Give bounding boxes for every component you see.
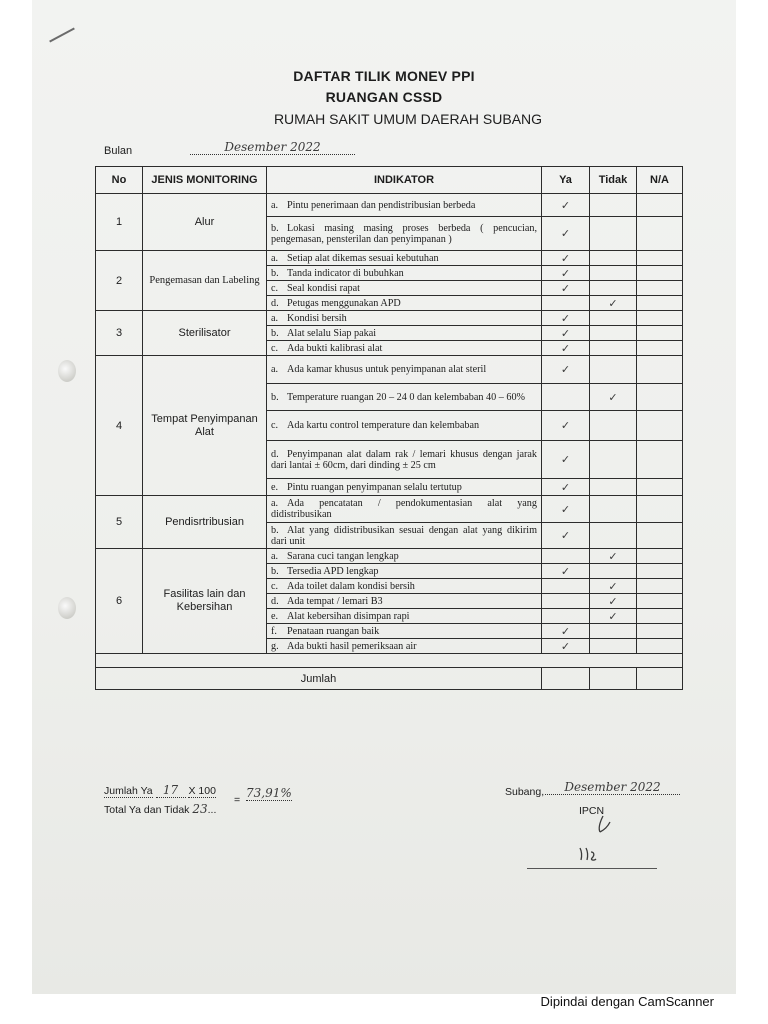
check-cell-na	[637, 384, 683, 411]
indikator-cell	[267, 384, 542, 411]
indikator-text: Ada kartu control temperature dan kelembaban	[287, 420, 480, 431]
punch-hole-top	[58, 360, 76, 382]
check-cell-na	[637, 496, 683, 523]
check-mark-icon: ✓	[560, 624, 571, 638]
check-cell-ya	[542, 549, 590, 564]
check-cell-tidak	[590, 564, 637, 579]
check-cell-na	[637, 411, 683, 441]
check-cell-na	[637, 311, 683, 326]
indikator-text: Petugas menggunakan APD	[287, 297, 401, 309]
header-no: No	[96, 167, 143, 194]
indikator-cell	[267, 523, 542, 549]
indikator-text: Ada tempat / lemari B3	[287, 595, 383, 607]
check-cell-tidak	[590, 326, 637, 341]
indikator-text: Ada pencatatan / pendokumentasian alat yang didistribusikan	[271, 498, 537, 520]
check-cell-ya	[542, 217, 590, 251]
indikator-cell	[267, 281, 542, 296]
check-cell-na	[637, 639, 683, 654]
check-mark-icon: ✓	[608, 609, 618, 623]
check-cell-na	[637, 441, 683, 479]
indikator-cell	[267, 217, 542, 251]
indikator-text: Lokasi masing masing proses berbeda ( pencucian, pengemasan, pensterilan dan penyimpanan )	[271, 222, 537, 245]
indikator-cell	[267, 296, 542, 311]
check-mark-icon: ✓	[560, 564, 571, 578]
section-number: 4	[96, 356, 143, 496]
check-cell-na	[637, 609, 683, 624]
check-cell-tidak	[590, 251, 637, 266]
check-cell-ya	[542, 356, 590, 384]
check-cell-tidak	[590, 341, 637, 356]
jumlah-ya	[542, 668, 590, 690]
check-cell-ya	[542, 624, 590, 639]
indikator-text: Alat selalu Siap pakai	[287, 327, 377, 339]
section-jenis: Pendisrtribusian	[143, 496, 267, 549]
check-cell-tidak	[590, 579, 637, 594]
indikator-cell	[267, 639, 542, 654]
section-jenis: Tempat Penyimpanan Alat	[143, 356, 267, 496]
check-cell-ya	[542, 441, 590, 479]
indikator-text: Penataan ruangan baik	[287, 625, 380, 637]
camscanner-watermark: Dipindai dengan CamScanner	[540, 994, 714, 1009]
table-row	[96, 496, 683, 523]
multiplier: X 100	[188, 785, 216, 797]
indikator-cell	[267, 579, 542, 594]
jumlah-ya-label: Jumlah Ya	[104, 785, 153, 797]
check-cell-ya	[542, 326, 590, 341]
indikator-text: Sarana cuci tangan lengkap	[287, 550, 399, 562]
indikator-letter: e.	[271, 481, 279, 493]
table-row	[96, 549, 683, 564]
indikator-letter: c.	[271, 342, 279, 354]
jumlah-ya-value: 17	[156, 783, 186, 798]
check-mark-icon: ✓	[560, 281, 571, 295]
result-value: 73,91%	[246, 786, 292, 800]
indikator-text: Seal kondisi rapat	[287, 282, 360, 294]
indikator-text: Alat kebersihan disimpan rapi	[287, 610, 410, 622]
section-number: 6	[96, 549, 143, 654]
signature-place: Subang,	[505, 786, 545, 798]
total-label: Total Ya dan Tidak	[104, 804, 190, 816]
indikator-text: Alat yang didistribusikan sesuai dengan alat yang dikirim dari unit	[271, 524, 537, 547]
jumlah-tidak	[590, 668, 637, 690]
indikator-cell	[267, 496, 542, 523]
check-cell-ya	[542, 194, 590, 217]
check-mark-icon: ✓	[560, 311, 571, 325]
check-mark-icon: ✓	[608, 296, 618, 310]
check-cell-ya	[542, 266, 590, 281]
check-cell-tidak	[590, 609, 637, 624]
indikator-letter: f.	[271, 625, 277, 637]
indikator-cell	[267, 341, 542, 356]
check-cell-na	[637, 564, 683, 579]
jumlah-na	[637, 668, 683, 690]
indikator-letter: b.	[271, 222, 279, 234]
check-mark-icon: ✓	[560, 326, 571, 340]
jumlah-label: Jumlah	[96, 668, 542, 690]
header-tidak: Tidak	[590, 167, 637, 194]
check-cell-na	[637, 296, 683, 311]
indikator-letter: c.	[271, 420, 279, 431]
check-cell-ya	[542, 639, 590, 654]
title-line-2: RUANGAN CSSD	[325, 89, 443, 105]
section-jenis: Alur	[143, 194, 267, 251]
indikator-text: Ada toilet dalam kondisi bersih	[287, 580, 415, 592]
indikator-letter: a.	[271, 550, 279, 562]
header-jenis: JENIS MONITORING	[143, 167, 267, 194]
check-cell-na	[637, 266, 683, 281]
header-ya: Ya	[542, 167, 590, 194]
check-mark-icon: ✓	[560, 227, 571, 240]
check-cell-tidak	[590, 217, 637, 251]
check-cell-tidak	[590, 594, 637, 609]
check-mark-icon: ✓	[608, 579, 618, 593]
check-cell-na	[637, 579, 683, 594]
check-cell-tidak	[590, 384, 637, 411]
check-cell-ya	[542, 496, 590, 523]
indikator-letter: e.	[271, 610, 279, 622]
check-mark-icon: ✓	[560, 341, 571, 355]
check-cell-ya	[542, 384, 590, 411]
indikator-letter: d.	[271, 297, 279, 309]
formula-numerator	[104, 783, 216, 798]
check-cell-na	[637, 341, 683, 356]
indikator-letter: a.	[271, 252, 279, 264]
check-cell-ya	[542, 281, 590, 296]
indikator-letter: b.	[271, 565, 279, 577]
indikator-cell	[267, 311, 542, 326]
bulan-label: Bulan	[104, 145, 133, 157]
header-na: N/A	[637, 167, 683, 194]
check-cell-ya	[542, 594, 590, 609]
indikator-text: Tanda indicator di bubuhkan	[287, 267, 404, 279]
table-row	[96, 311, 683, 326]
equals-sign: =	[234, 794, 241, 806]
check-cell-na	[637, 523, 683, 549]
indikator-cell	[267, 479, 542, 496]
check-cell-tidak	[590, 479, 637, 496]
check-cell-na	[637, 594, 683, 609]
check-cell-tidak	[590, 549, 637, 564]
indikator-letter: b.	[271, 267, 279, 279]
indikator-cell	[267, 266, 542, 281]
check-cell-ya	[542, 523, 590, 549]
check-cell-na	[637, 194, 683, 217]
check-mark-icon: ✓	[560, 529, 571, 542]
section-jenis: Fasilitas lain dan Kebersihan	[143, 549, 267, 654]
check-cell-tidak	[590, 639, 637, 654]
check-mark-icon: ✓	[560, 502, 571, 516]
punch-hole-bottom	[58, 597, 76, 619]
indikator-letter: d.	[271, 595, 279, 607]
indikator-cell	[267, 441, 542, 479]
check-cell-tidak	[590, 266, 637, 281]
check-cell-ya	[542, 251, 590, 266]
section-jenis: Sterilisator	[143, 311, 267, 356]
title-line-3: RUMAH SAKIT UMUM DAERAH SUBANG	[273, 111, 543, 127]
indikator-cell	[267, 624, 542, 639]
check-mark-icon: ✓	[560, 453, 571, 466]
indikator-cell	[267, 594, 542, 609]
table-row	[96, 194, 683, 217]
indikator-text: Tersedia APD lengkap	[287, 565, 379, 577]
check-cell-ya	[542, 564, 590, 579]
check-mark-icon: ✓	[560, 480, 571, 494]
check-cell-na	[637, 624, 683, 639]
check-cell-na	[637, 479, 683, 496]
check-cell-ya	[542, 609, 590, 624]
indikator-text: Penyimpanan alat dalam rak / lemari khusus dengan jarak dari lantai ± 60cm, dari dinding ± 25 cm	[271, 448, 537, 471]
section-number: 3	[96, 311, 143, 356]
indikator-text: Ada bukti kalibrasi alat	[287, 342, 383, 354]
indikator-text: Pintu penerimaan dan pendistribusian berbeda	[287, 199, 476, 211]
indikator-text: Kondisi bersih	[287, 312, 347, 324]
indikator-text: Pintu ruangan penyimpanan selalu tertutup	[287, 481, 462, 493]
check-mark-icon: ✓	[608, 594, 618, 608]
check-cell-na	[637, 356, 683, 384]
check-mark-icon: ✓	[560, 266, 571, 280]
bulan-value: Desember 2022	[190, 140, 355, 155]
signature-line	[527, 868, 657, 869]
check-mark-icon: ✓	[560, 251, 571, 265]
signature-date: Desember 2022	[545, 780, 680, 795]
checklist-table	[95, 166, 683, 690]
indikator-cell	[267, 549, 542, 564]
check-cell-na	[637, 251, 683, 266]
indikator-letter: a.	[271, 199, 279, 211]
indikator-letter: c.	[271, 580, 279, 592]
indikator-cell	[267, 326, 542, 341]
section-number: 5	[96, 496, 143, 549]
check-cell-ya	[542, 296, 590, 311]
check-mark-icon: ✓	[560, 419, 571, 432]
indikator-cell	[267, 251, 542, 266]
indikator-text: Ada kamar khusus untuk penyimpanan alat steril	[287, 364, 487, 375]
indikator-letter: c.	[271, 282, 279, 294]
table-row	[96, 251, 683, 266]
indikator-letter: b.	[271, 524, 279, 536]
check-cell-tidak	[590, 356, 637, 384]
indikator-letter: a.	[271, 364, 279, 375]
check-mark-icon: ✓	[608, 390, 618, 404]
check-cell-tidak	[590, 311, 637, 326]
indikator-letter: b.	[271, 391, 279, 403]
check-cell-tidak	[590, 296, 637, 311]
title-line-1: DAFTAR TILIK MONEV PPI	[293, 68, 475, 84]
indikator-text: Ada bukti hasil pemeriksaan air	[287, 640, 417, 652]
total-value: 23	[192, 802, 208, 816]
indikator-cell	[267, 411, 542, 441]
header-indikator: INDIKATOR	[267, 167, 542, 194]
indikator-text: Setiap alat dikemas sesuai kebutuhan	[287, 252, 439, 264]
handwritten-signature	[560, 808, 640, 868]
check-cell-ya	[542, 579, 590, 594]
formula-denominator: Total Ya dan Tidak 23...	[104, 802, 217, 816]
indikator-cell	[267, 609, 542, 624]
check-cell-ya	[542, 479, 590, 496]
check-cell-ya	[542, 341, 590, 356]
check-mark-icon: ✓	[608, 549, 618, 563]
check-cell-na	[637, 549, 683, 564]
indikator-letter: a.	[271, 312, 279, 324]
indikator-cell	[267, 564, 542, 579]
indikator-letter: d.	[271, 448, 279, 460]
check-mark-icon: ✓	[560, 363, 571, 376]
check-cell-ya	[542, 311, 590, 326]
indikator-letter: a.	[271, 498, 279, 509]
check-cell-tidak	[590, 194, 637, 217]
check-cell-ya	[542, 411, 590, 441]
indikator-letter: b.	[271, 327, 279, 339]
indikator-text: Temperature ruangan 20 – 24 0 dan kelembaban 40 – 60%	[287, 391, 526, 403]
check-cell-na	[637, 217, 683, 251]
check-cell-na	[637, 281, 683, 296]
check-cell-tidak	[590, 281, 637, 296]
indikator-cell	[267, 356, 542, 384]
check-cell-tidak	[590, 523, 637, 549]
check-mark-icon: ✓	[560, 198, 571, 212]
check-cell-tidak	[590, 624, 637, 639]
signature-role: IPCN	[579, 805, 605, 817]
indikator-letter: g.	[271, 640, 279, 652]
section-jenis: Pengemasan dan Labeling	[143, 251, 267, 311]
check-cell-na	[637, 326, 683, 341]
check-mark-icon: ✓	[560, 639, 571, 653]
check-cell-tidak	[590, 496, 637, 523]
section-number: 2	[96, 251, 143, 311]
check-cell-tidak	[590, 411, 637, 441]
table-row	[96, 356, 683, 384]
indikator-cell	[267, 194, 542, 217]
section-number: 1	[96, 194, 143, 251]
check-cell-tidak	[590, 441, 637, 479]
